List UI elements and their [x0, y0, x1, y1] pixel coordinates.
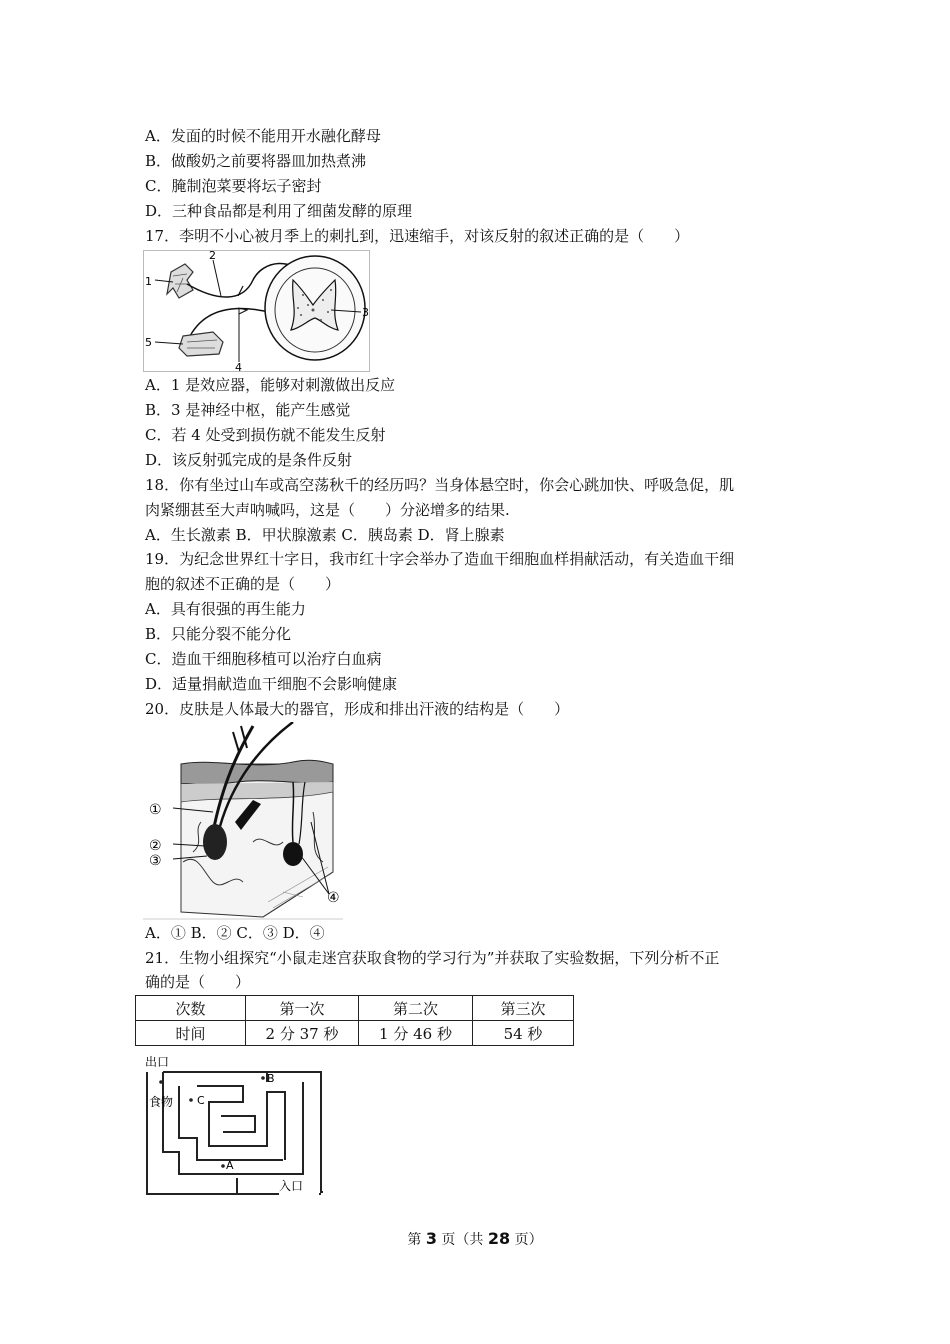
q16-option-d: D．三种食品都是利用了细菌发酵的原理: [145, 202, 413, 220]
q21-stem-line1: 21．生物小组探究“小鼠走迷宫获取食物的学习行为”并获取了实验数据，下列分析不正: [145, 949, 720, 967]
footer-middle: 页（共: [436, 1232, 488, 1248]
q19-stem-line1: 19．为纪念世界红十字日，我市红十字会举办了造血干细胞血样捐献活动，有关造血干细: [145, 550, 735, 568]
q17-label-5: 5: [145, 336, 152, 349]
q21-stem-line2: 确的是（ ）: [145, 973, 251, 991]
footer-suffix: 页）: [510, 1232, 543, 1248]
q16-option-a: A．发面的时候不能用开水融化酵母: [145, 127, 381, 145]
table-header-cell: 第一次: [246, 996, 359, 1021]
q20-stem: 20．皮肤是人体最大的器官，形成和排出汗液的结构是（ ）: [145, 700, 570, 718]
q20-label-2: ②: [149, 838, 162, 854]
table-cell: 54 秒: [473, 1021, 574, 1046]
q18-stem-line2: 肉紧绷甚至大声呐喊吗，这是（ ）分泌增多的结果.: [145, 501, 510, 519]
q19-option-d: D．适量捐献造血干细胞不会影响健康: [145, 675, 398, 693]
q17-option-c: C．若 4 处受到损伤就不能发生反射: [145, 426, 386, 444]
footer-page-number: 3: [425, 1229, 437, 1248]
q18-stem-line1: 18．你有坐过山车或高空荡秋千的经历吗？当身体悬空时，你会心跳加快、呼吸急促，肌: [145, 476, 735, 494]
q19-option-a: A．具有很强的再生能力: [145, 600, 306, 618]
footer-prefix: 第: [407, 1232, 426, 1248]
q18-options: A．生长激素 B．甲状腺激素 C．胰岛素 D．肾上腺素: [145, 526, 505, 544]
q20-label-3: ③: [149, 853, 162, 869]
q17-label-2: 2: [209, 250, 216, 262]
q17-label-3: 3: [362, 306, 369, 319]
q17-label-1: 1: [145, 275, 152, 288]
skin-structure-figure: [143, 722, 343, 920]
q16-option-c: C．腌制泡菜要将坛子密封: [145, 177, 322, 195]
q20-options: A．① B．② C．③ D．④: [145, 924, 325, 942]
q19-stem-line2: 胞的叙述不正确的是（ ）: [145, 575, 341, 593]
maze-food-label: 食物: [149, 1095, 174, 1109]
footer-total-pages: 28: [487, 1229, 511, 1248]
maze-exit-label: 出口: [145, 1055, 170, 1069]
table-header-row: [136, 996, 574, 1021]
reflex-arc-figure: [143, 250, 371, 372]
table-cell: 2 分 37 秒: [246, 1021, 359, 1046]
table-header-cell: 次数: [136, 996, 246, 1021]
q20-label-1: ①: [149, 802, 162, 818]
table-header-cell: 第二次: [359, 996, 473, 1021]
q17-option-d: D．该反射弧完成的是条件反射: [145, 451, 353, 469]
q17-stem: 17．李明不小心被月季上的刺扎到，迅速缩手，对该反射的叙述正确的是（ ）: [145, 227, 690, 245]
maze-entrance-label: 入口: [279, 1179, 304, 1193]
maze-point-a: A: [226, 1159, 234, 1172]
q19-option-c: C．造血干细胞移植可以治疗白血病: [145, 650, 382, 668]
maze-point-b: B: [267, 1072, 275, 1085]
q17-option-b: B．3 是神经中枢，能产生感觉: [145, 401, 351, 419]
maze-point-c: C: [197, 1094, 205, 1107]
q20-label-4: ④: [327, 890, 340, 906]
q16-option-b: B．做酸奶之前要将器皿加热煮沸: [145, 152, 367, 170]
q19-option-b: B．只能分裂不能分化: [145, 625, 292, 643]
q17-label-4: 4: [235, 361, 242, 372]
q17-option-a: A．1 是效应器，能够对刺激做出反应: [145, 376, 396, 394]
table-cell: 时间: [136, 1021, 246, 1046]
maze-figure: [143, 1052, 325, 1196]
table-cell: 1 分 46 秒: [359, 1021, 473, 1046]
q21-data-table: [135, 995, 574, 1046]
page-footer: [0, 1229, 950, 1249]
table-header-cell: 第三次: [473, 996, 574, 1021]
table-row: [136, 1021, 574, 1046]
